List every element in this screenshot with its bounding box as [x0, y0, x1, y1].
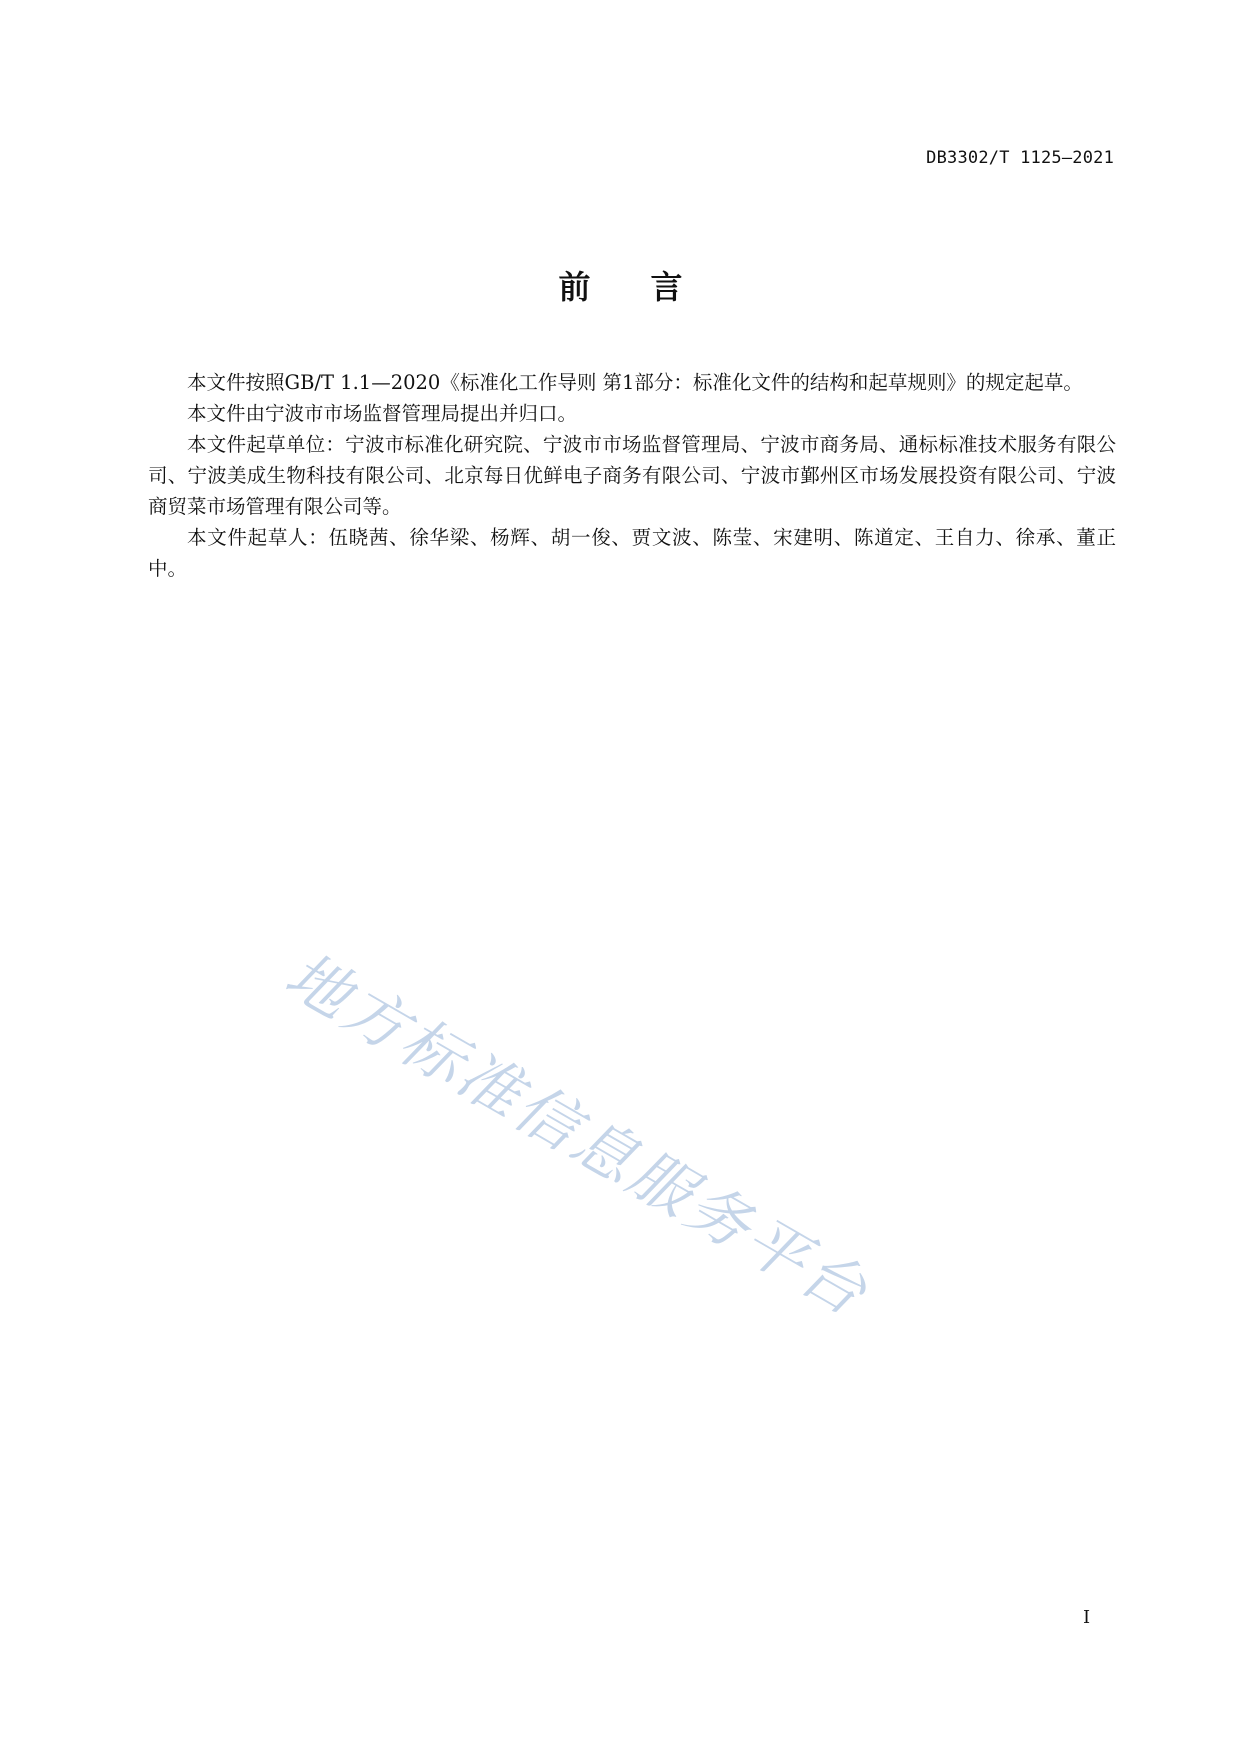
watermark: 地方标准信息服务平台: [273, 937, 882, 1331]
paragraph-drafting-basis: 本文件按照GB/T 1.1—2020《标准化工作导则 第1部分：标准化文件的结构和起草规则》的规定起草。: [187, 371, 1083, 394]
paragraph-drafters: 本文件起草人：伍晓茜、徐华梁、杨辉、胡一俊、贾文波、陈莹、宋建明、陈道定、王自力、徐承、董正中。: [148, 526, 1116, 580]
paragraph-drafting-units: 本文件起草单位：宁波市标准化研究院、宁波市市场监督管理局、宁波市商务局、通标标准技术服务有限公司、宁波美成生物科技有限公司、北京每日优鲜电子商务有限公司、宁波市鄞州区市场发展投资有限公司、宁波商贸菜市场管理有限公司等。: [148, 433, 1116, 518]
body-text: [148, 367, 1116, 584]
page-number: I: [1083, 1607, 1091, 1628]
paragraph-proposer: 本文件由宁波市市场监督管理局提出并归口。: [187, 402, 578, 425]
document-code: DB3302/T 1125—2021: [926, 148, 1114, 168]
page-title: 前言: [558, 268, 743, 306]
